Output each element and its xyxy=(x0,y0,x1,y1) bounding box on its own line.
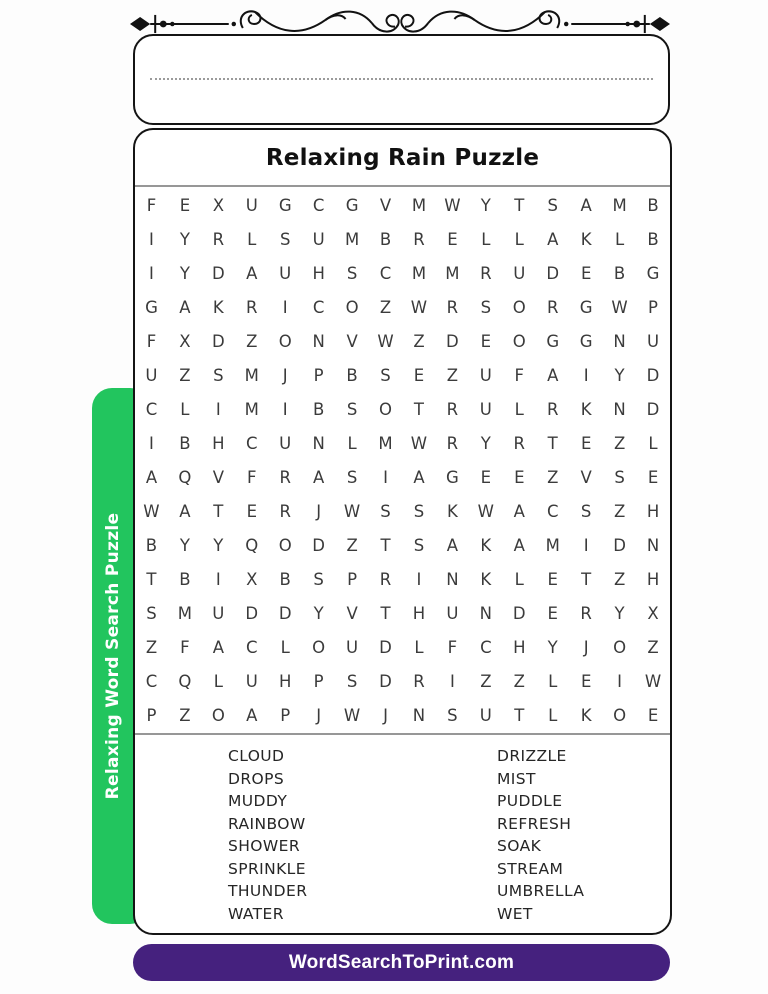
grid-letter: M xyxy=(177,603,193,623)
grid-letter: R xyxy=(546,399,559,419)
grid-letter: Y xyxy=(213,535,224,555)
grid-letter: W xyxy=(410,297,428,317)
grid-letter: R xyxy=(480,263,493,283)
grid-letter: X xyxy=(212,195,225,215)
grid-letter: M xyxy=(411,263,427,283)
grid-letter: Y xyxy=(480,433,492,453)
grid-letter: N xyxy=(412,705,426,725)
grid-letter: B xyxy=(179,433,192,453)
footer-link-label: WordSearchToPrint.com xyxy=(288,951,515,973)
grid-letter: T xyxy=(581,569,592,589)
grid-letter: E xyxy=(547,603,559,623)
grid-letter: A xyxy=(179,297,192,317)
grid-letter: R xyxy=(446,433,459,453)
grid-letter: Y xyxy=(480,195,492,215)
grid-letter: H xyxy=(312,263,326,283)
grid-letter: Z xyxy=(179,365,192,385)
grid-letter: Z xyxy=(613,569,626,589)
grid-letter: A xyxy=(145,467,158,487)
grid-letter: A xyxy=(580,195,593,215)
grid-letter: R xyxy=(580,603,593,623)
grid-letter: M xyxy=(411,195,427,215)
grid-letter: D xyxy=(646,365,660,385)
grid-letter: G xyxy=(579,297,594,317)
grid-letter: A xyxy=(513,535,526,555)
grid-letter: P xyxy=(313,671,325,691)
grid-letter: R xyxy=(279,467,292,487)
grid-letter: A xyxy=(446,535,459,555)
grid-letter: V xyxy=(346,603,359,623)
grid-letter: D xyxy=(546,263,560,283)
grid-letter: E xyxy=(413,365,425,385)
grid-letter: A xyxy=(313,467,325,487)
grid-letter: W xyxy=(143,501,161,521)
name-write-line xyxy=(150,78,653,80)
grid-letter: W xyxy=(410,433,428,453)
grid-letter: D xyxy=(211,263,226,283)
grid-letter: S xyxy=(380,501,392,521)
grid-letter: D xyxy=(613,535,627,555)
grid-letter: N xyxy=(479,603,493,623)
grid-letter: U xyxy=(212,603,225,623)
grid-letter: E xyxy=(547,569,559,589)
puzzle-card xyxy=(133,128,672,935)
grid-letter: E xyxy=(580,433,592,453)
grid-letter: Z xyxy=(513,671,526,691)
grid-letter: L xyxy=(280,637,291,657)
grid-letter: H xyxy=(412,603,426,623)
grid-letter: U xyxy=(145,365,158,385)
grid-letter: I xyxy=(583,535,590,555)
grid-letter: E xyxy=(179,195,191,215)
grid-letter: E xyxy=(647,467,659,487)
grid-letter: S xyxy=(547,195,559,215)
grid-letter: X xyxy=(179,331,192,351)
grid-letter: P xyxy=(648,297,659,317)
grid-letter: O xyxy=(345,297,360,317)
grid-letter: W xyxy=(343,705,361,725)
grid-letter: S xyxy=(447,705,459,725)
grid-letter: E xyxy=(580,671,592,691)
grid-letter: L xyxy=(481,229,491,249)
grid-letter: Y xyxy=(179,263,191,283)
grid-letter: K xyxy=(580,399,593,419)
grid-letter: C xyxy=(312,195,325,215)
grid-letter: B xyxy=(312,399,325,419)
grid-letter: C xyxy=(145,399,158,419)
grid-letter: T xyxy=(380,603,392,623)
page-title: Relaxing Rain Puzzle xyxy=(135,130,670,187)
grid-letter: H xyxy=(212,433,226,453)
grid-letter: I xyxy=(149,263,155,283)
grid-letter: C xyxy=(246,637,259,657)
grid-letter: Y xyxy=(614,603,626,623)
grid-letter: S xyxy=(413,501,425,521)
grid-letter: K xyxy=(480,535,492,555)
grid-letter: O xyxy=(278,331,293,351)
grid-letter: R xyxy=(446,297,459,317)
grid-letter: U xyxy=(513,263,526,283)
grid-letter: V xyxy=(346,331,359,351)
grid-letter: L xyxy=(514,399,525,419)
grid-letter: T xyxy=(547,433,559,453)
grid-letter: S xyxy=(346,399,358,419)
grid-letter: W xyxy=(343,501,361,521)
grid-letter: E xyxy=(514,467,525,487)
grid-letter: D xyxy=(278,603,293,623)
grid-letter: E xyxy=(580,263,592,283)
grid-letter: B xyxy=(179,569,192,589)
grid-letter: Z xyxy=(480,671,492,691)
grid-letter: H xyxy=(646,501,660,521)
grid-letter: O xyxy=(613,637,627,657)
grid-letter: N xyxy=(446,569,460,589)
grid-letter: Y xyxy=(179,535,191,555)
grid-letter: K xyxy=(212,297,225,317)
grid-letter: U xyxy=(279,263,292,283)
grid-letter: S xyxy=(313,569,325,589)
grid-letter: Z xyxy=(379,297,392,317)
grid-letter: U xyxy=(479,365,493,385)
grid-letter: S xyxy=(346,467,358,487)
grid-letter: K xyxy=(580,229,593,249)
word-item: MIST xyxy=(497,769,536,788)
grid-letter: D xyxy=(312,535,326,555)
grid-letter: M xyxy=(445,263,461,283)
grid-letter: R xyxy=(546,297,559,317)
word-item: WET xyxy=(497,904,533,923)
grid-letter: L xyxy=(247,229,257,249)
grid-letter: J xyxy=(282,365,289,385)
grid-letter: L xyxy=(548,671,558,691)
grid-letter: G xyxy=(546,331,560,351)
grid-letter: L xyxy=(514,569,525,589)
grid-letter: R xyxy=(212,229,225,249)
grid-letter: N xyxy=(312,331,326,351)
grid-letter: S xyxy=(346,671,358,691)
grid-letter: V xyxy=(580,467,593,487)
grid-letter: G xyxy=(145,297,159,317)
word-item: UMBRELLA xyxy=(497,882,585,900)
grid-letter: I xyxy=(416,569,422,589)
grid-letter: L xyxy=(414,637,425,657)
grid-letter: A xyxy=(246,705,258,725)
grid-letter: I xyxy=(149,229,155,249)
grid-letter: R xyxy=(446,399,459,419)
grid-letter: U xyxy=(479,399,493,419)
grid-letter: O xyxy=(379,399,393,419)
grid-letter: O xyxy=(312,637,326,657)
word-item: CLOUD xyxy=(228,747,285,765)
grid-letter: T xyxy=(514,195,525,215)
word-item: SHOWER xyxy=(228,837,300,855)
grid-letter: C xyxy=(379,263,392,283)
word-item: SPRINKLE xyxy=(228,859,306,878)
grid-letter: U xyxy=(279,433,292,453)
grid-letter: F xyxy=(146,331,157,351)
grid-letter: B xyxy=(647,195,660,215)
grid-letter: B xyxy=(145,535,158,555)
grid-letter: P xyxy=(347,569,358,589)
grid-letter: N xyxy=(312,433,326,453)
grid-letter: F xyxy=(447,637,458,657)
grid-letter: X xyxy=(647,603,660,623)
grid-letter: B xyxy=(346,365,359,385)
grid-letter: Z xyxy=(613,501,626,521)
grid-letter: U xyxy=(346,637,359,657)
grid-letter: G xyxy=(579,331,594,351)
grid-letter: A xyxy=(547,365,559,385)
grid-letter: P xyxy=(146,705,157,725)
grid-letter: G xyxy=(646,263,660,283)
grid-letter: L xyxy=(347,433,358,453)
grid-letter: I xyxy=(583,365,590,385)
grid-letter: E xyxy=(647,705,659,725)
grid-letter: L xyxy=(648,433,659,453)
grid-letter: K xyxy=(480,569,492,589)
grid-letter: W xyxy=(377,331,395,351)
grid-letter: S xyxy=(480,297,492,317)
grid-letter: C xyxy=(480,637,493,657)
grid-letter: N xyxy=(613,331,627,351)
grid-letter: S xyxy=(213,365,225,385)
word-item: PUDDLE xyxy=(497,792,563,810)
grid-letter: D xyxy=(646,399,660,419)
grid-letter: G xyxy=(446,467,460,487)
grid-letter: F xyxy=(180,637,191,657)
grid-letter: N xyxy=(613,399,627,419)
grid-letter: W xyxy=(611,297,629,317)
grid-letter: L xyxy=(614,229,625,249)
grid-letter: Z xyxy=(179,705,192,725)
sidebar-tab-label: Relaxing Word Search Puzzle xyxy=(103,512,123,800)
grid-letter: W xyxy=(444,195,462,215)
grid-letter: Z xyxy=(145,637,158,657)
grid-letter: D xyxy=(446,331,460,351)
grid-letter: X xyxy=(246,569,258,589)
grid-letter: B xyxy=(613,263,626,283)
grid-letter: W xyxy=(644,671,662,691)
grid-letter: J xyxy=(316,501,322,521)
grid-letter: B xyxy=(647,229,660,249)
grid-letter: S xyxy=(279,229,291,249)
grid-letter: S xyxy=(380,365,392,385)
grid-letter: I xyxy=(215,569,222,589)
grid-letter: I xyxy=(149,433,155,453)
grid-letter: T xyxy=(213,501,224,521)
grid-letter: Z xyxy=(446,365,459,385)
grid-letter: Y xyxy=(547,637,559,657)
grid-letter: L xyxy=(180,399,190,419)
footer-link[interactable] xyxy=(133,944,670,981)
grid-letter: E xyxy=(480,331,492,351)
grid-letter: M xyxy=(344,229,360,249)
grid-letter: L xyxy=(548,705,558,725)
grid-letter: M xyxy=(545,535,561,555)
grid-letter: T xyxy=(380,535,392,555)
grid-letter: I xyxy=(282,297,289,317)
word-item: THUNDER xyxy=(228,882,308,900)
grid-letter: D xyxy=(379,671,393,691)
grid-letter: O xyxy=(278,535,293,555)
grid-letter: A xyxy=(413,467,426,487)
grid-letter: V xyxy=(379,195,392,215)
grid-letter: R xyxy=(246,297,259,317)
word-item: WATER xyxy=(228,904,284,923)
grid-letter: Q xyxy=(178,671,192,691)
grid-letter: D xyxy=(379,637,393,657)
grid-letter: O xyxy=(211,705,226,725)
grid-letter: U xyxy=(446,603,459,623)
grid-letter: I xyxy=(282,399,289,419)
grid-letter: E xyxy=(246,501,258,521)
grid-letter: I xyxy=(215,399,222,419)
grid-letter: L xyxy=(213,671,224,691)
name-card xyxy=(133,34,670,125)
grid-letter: H xyxy=(279,671,292,691)
grid-letter: T xyxy=(413,399,425,419)
grid-letter: E xyxy=(480,467,492,487)
grid-letter: I xyxy=(383,467,389,487)
grid-letter: U xyxy=(245,671,259,691)
grid-letter: J xyxy=(316,705,322,725)
grid-letter: O xyxy=(512,297,527,317)
grid-letter: M xyxy=(612,195,628,215)
word-item: DROPS xyxy=(228,769,285,788)
grid-letter: P xyxy=(280,705,291,725)
grid-letter: F xyxy=(247,467,258,487)
grid-letter: S xyxy=(614,467,626,487)
grid-letter: Q xyxy=(178,467,192,487)
grid-letter: O xyxy=(512,331,527,351)
grid-letter: Z xyxy=(613,433,626,453)
grid-letter: Y xyxy=(614,365,626,385)
word-item: SOAK xyxy=(497,837,542,855)
grid-letter: K xyxy=(446,501,459,521)
grid-letter: Y xyxy=(313,603,325,623)
grid-letter: A xyxy=(246,263,258,283)
grid-letter: S xyxy=(413,535,425,555)
grid-letter: R xyxy=(279,501,292,521)
word-item: REFRESH xyxy=(497,814,572,833)
grid-letter: I xyxy=(617,671,623,691)
grid-letter: H xyxy=(513,637,526,657)
grid-letter: S xyxy=(580,501,592,521)
word-item: STREAM xyxy=(497,859,564,878)
grid-letter: M xyxy=(378,433,394,453)
grid-letter: S xyxy=(146,603,158,623)
grid-letter: W xyxy=(477,501,495,521)
grid-letter: Z xyxy=(246,331,258,351)
grid-letter: M xyxy=(244,399,260,419)
word-item: RAINBOW xyxy=(228,814,306,833)
grid-letter: R xyxy=(379,569,392,589)
grid-letter: H xyxy=(646,569,660,589)
grid-letter: T xyxy=(514,705,525,725)
grid-letter: V xyxy=(212,467,225,487)
grid-letter: A xyxy=(212,637,225,657)
grid-letter: E xyxy=(447,229,459,249)
grid-letter: A xyxy=(179,501,192,521)
grid-letter: C xyxy=(546,501,559,521)
grid-letter: D xyxy=(245,603,259,623)
grid-letter: F xyxy=(146,195,157,215)
grid-letter: D xyxy=(211,331,226,351)
grid-letter: J xyxy=(583,637,590,657)
grid-letter: K xyxy=(580,705,593,725)
grid-letter: U xyxy=(646,331,660,351)
grid-letter: Z xyxy=(346,535,359,555)
grid-letter: P xyxy=(313,365,325,385)
grid-letter: G xyxy=(278,195,293,215)
grid-letter: S xyxy=(346,263,358,283)
grid-letter: F xyxy=(514,365,525,385)
grid-letter: I xyxy=(449,671,456,691)
grid-letter: A xyxy=(513,501,526,521)
grid-letter: B xyxy=(379,229,392,249)
grid-letter: O xyxy=(613,705,627,725)
grid-letter: G xyxy=(345,195,359,215)
grid-letter: Q xyxy=(245,535,259,555)
grid-letter: C xyxy=(246,433,259,453)
grid-letter: U xyxy=(312,229,326,249)
word-item: DRIZZLE xyxy=(497,747,567,765)
grid-letter: T xyxy=(146,569,158,589)
grid-letter: U xyxy=(245,195,259,215)
grid-letter: Z xyxy=(647,637,660,657)
word-item: MUDDY xyxy=(228,792,288,810)
grid-letter: U xyxy=(479,705,493,725)
grid-letter: R xyxy=(413,229,426,249)
grid-letter: R xyxy=(413,671,426,691)
word-list-right xyxy=(497,745,584,925)
word-list-left xyxy=(228,745,307,925)
letter-grid xyxy=(135,189,670,735)
grid-letter: L xyxy=(514,229,525,249)
grid-letter: Z xyxy=(547,467,559,487)
grid-letter: J xyxy=(383,705,389,725)
grid-letter: R xyxy=(513,433,526,453)
grid-letter: B xyxy=(279,569,292,589)
grid-letter: D xyxy=(512,603,527,623)
grid-letter: Y xyxy=(179,229,191,249)
grid-letter: N xyxy=(646,535,660,555)
grid-letter: A xyxy=(547,229,559,249)
grid-letter: Z xyxy=(413,331,426,351)
grid-letter: C xyxy=(145,671,158,691)
grid-letter: M xyxy=(244,365,260,385)
grid-letter: C xyxy=(312,297,325,317)
word-list xyxy=(135,737,670,935)
